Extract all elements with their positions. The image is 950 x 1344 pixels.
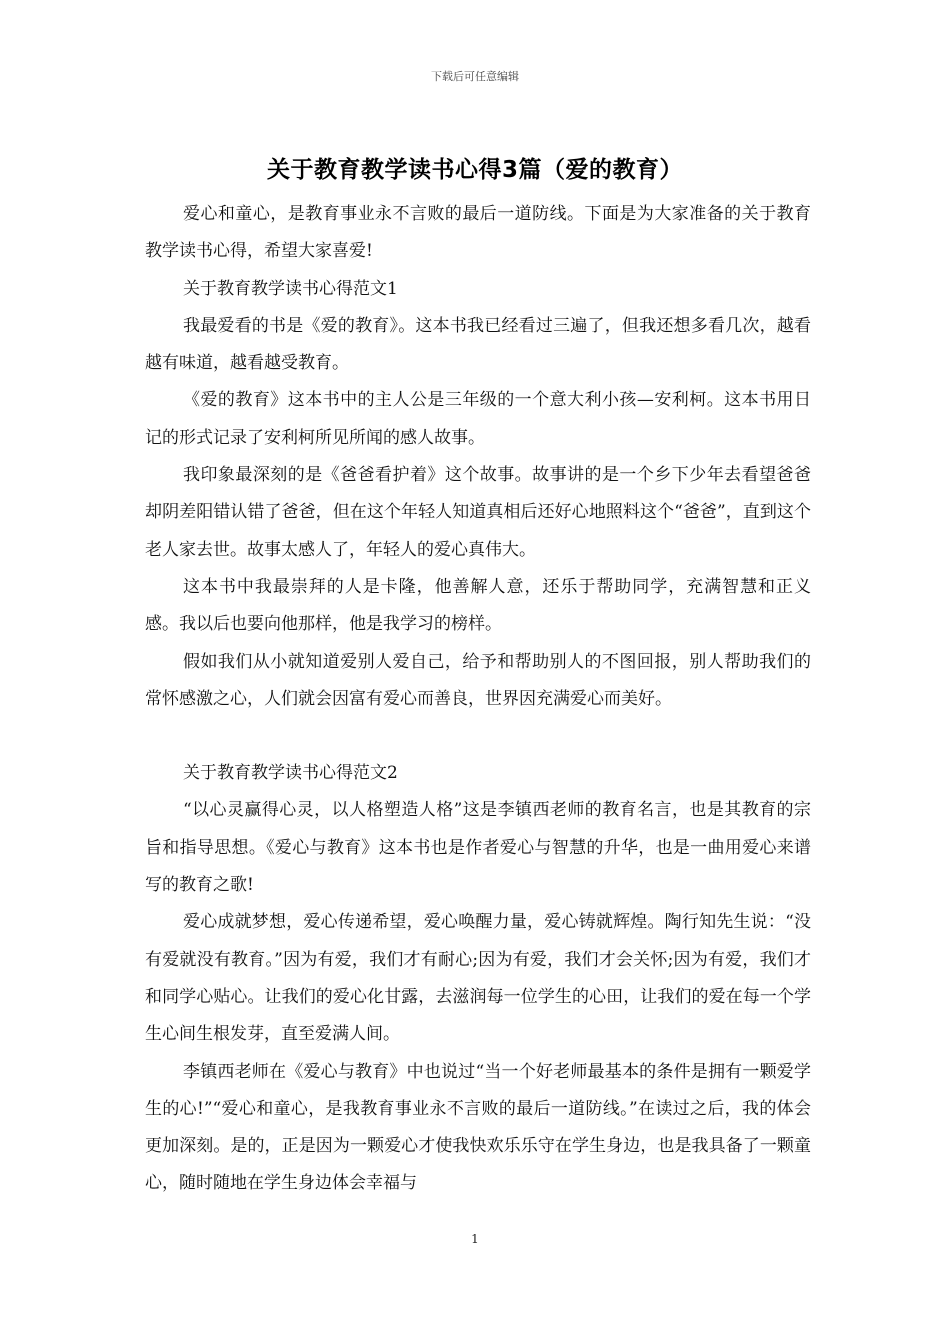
intro-paragraph: 爱心和童心，是教育事业永不言败的最后一道防线。下面是为大家准备的关于教育教学读书心得，希望大家喜爱! <box>145 204 811 262</box>
section-1-paragraph: 我印象最深刻的是《爸爸看护着》这个故事。故事讲的是一个乡下少年去看望爸爸却阴差阳错认错了爸爸，但在这个年轻人知道真相后还好心地照料这个“爸爸”，直到这个老人家去世。故事太感人了，年轻人的爱心真伟大。 <box>145 465 811 560</box>
section-1-paragraph: 这本书中我最崇拜的人是卡隆，他善解人意，还乐于帮助同学，充满智慧和正义感。我以后也要向他那样，他是我学习的榜样。 <box>145 576 811 635</box>
header-note: 下载后可任意编辑 <box>431 70 519 83</box>
page-number: 1 <box>471 1232 479 1246</box>
section-2-paragraph: 李镇西老师在《爱心与教育》中也说过“当一个好老师最基本的条件是拥有一颗爱学生的心!”“爱心和童心，是我教育事业永不言败的最后一道防线。”在读过之后，我的体会更加深刻。是的，正是因为一颗爱心才使我快欢乐乐守在学生身边，也是我具备了一颗童心，随时随地在学生身边体会幸福与 <box>145 1061 811 1194</box>
section-1-paragraph: 假如我们从小就知道爱别人爱自己，给予和帮助别人的不图回报，别人帮助我们的常怀感激之心，人们就会因富有爱心而善良，世界因充满爱心而美好。 <box>145 651 811 709</box>
section-1-paragraph: 《爱的教育》这本书中的主人公是三年级的一个意大利小孩—安利柯。这本书用日记的形式记录了安利柯所见所闻的感人故事。 <box>145 390 811 448</box>
document-body <box>145 196 811 1203</box>
section-spacer <box>145 718 811 755</box>
section-2-paragraph: “以心灵赢得心灵，以人格塑造人格”这是李镇西老师的教育名言，也是其教育的宗旨和指导思想。《爱心与教育》这本书也是作者爱心与智慧的升华，也是一曲用爱心来谱写的教育之歌! <box>145 800 811 896</box>
section-1-heading: 关于教育教学读书心得范文1 <box>183 278 398 299</box>
section-2-paragraph: 爱心成就梦想，爱心传递希望，爱心唤醒力量，爱心铸就辉煌。陶行知先生说：“没有爱就没有教育。”因为有爱，我们才有耐心;因为有爱，我们才会关怀;因为有爱，我们才和同学心贴心。让我们的爱心化甘露，去滋润每一位学生的心田，让我们的爱在每一个学生心间生根发芽，直至爱满人间。 <box>145 912 811 1045</box>
document-title: 关于教育教学读书心得3篇（爱的教育） <box>266 157 683 183</box>
section-2-heading: 关于教育教学读书心得范文2 <box>183 763 398 784</box>
section-1-paragraph: 我最爱看的书是《爱的教育》。这本书我已经看过三遍了，但我还想多看几次，越看越有味道，越看越受教育。 <box>145 315 811 374</box>
